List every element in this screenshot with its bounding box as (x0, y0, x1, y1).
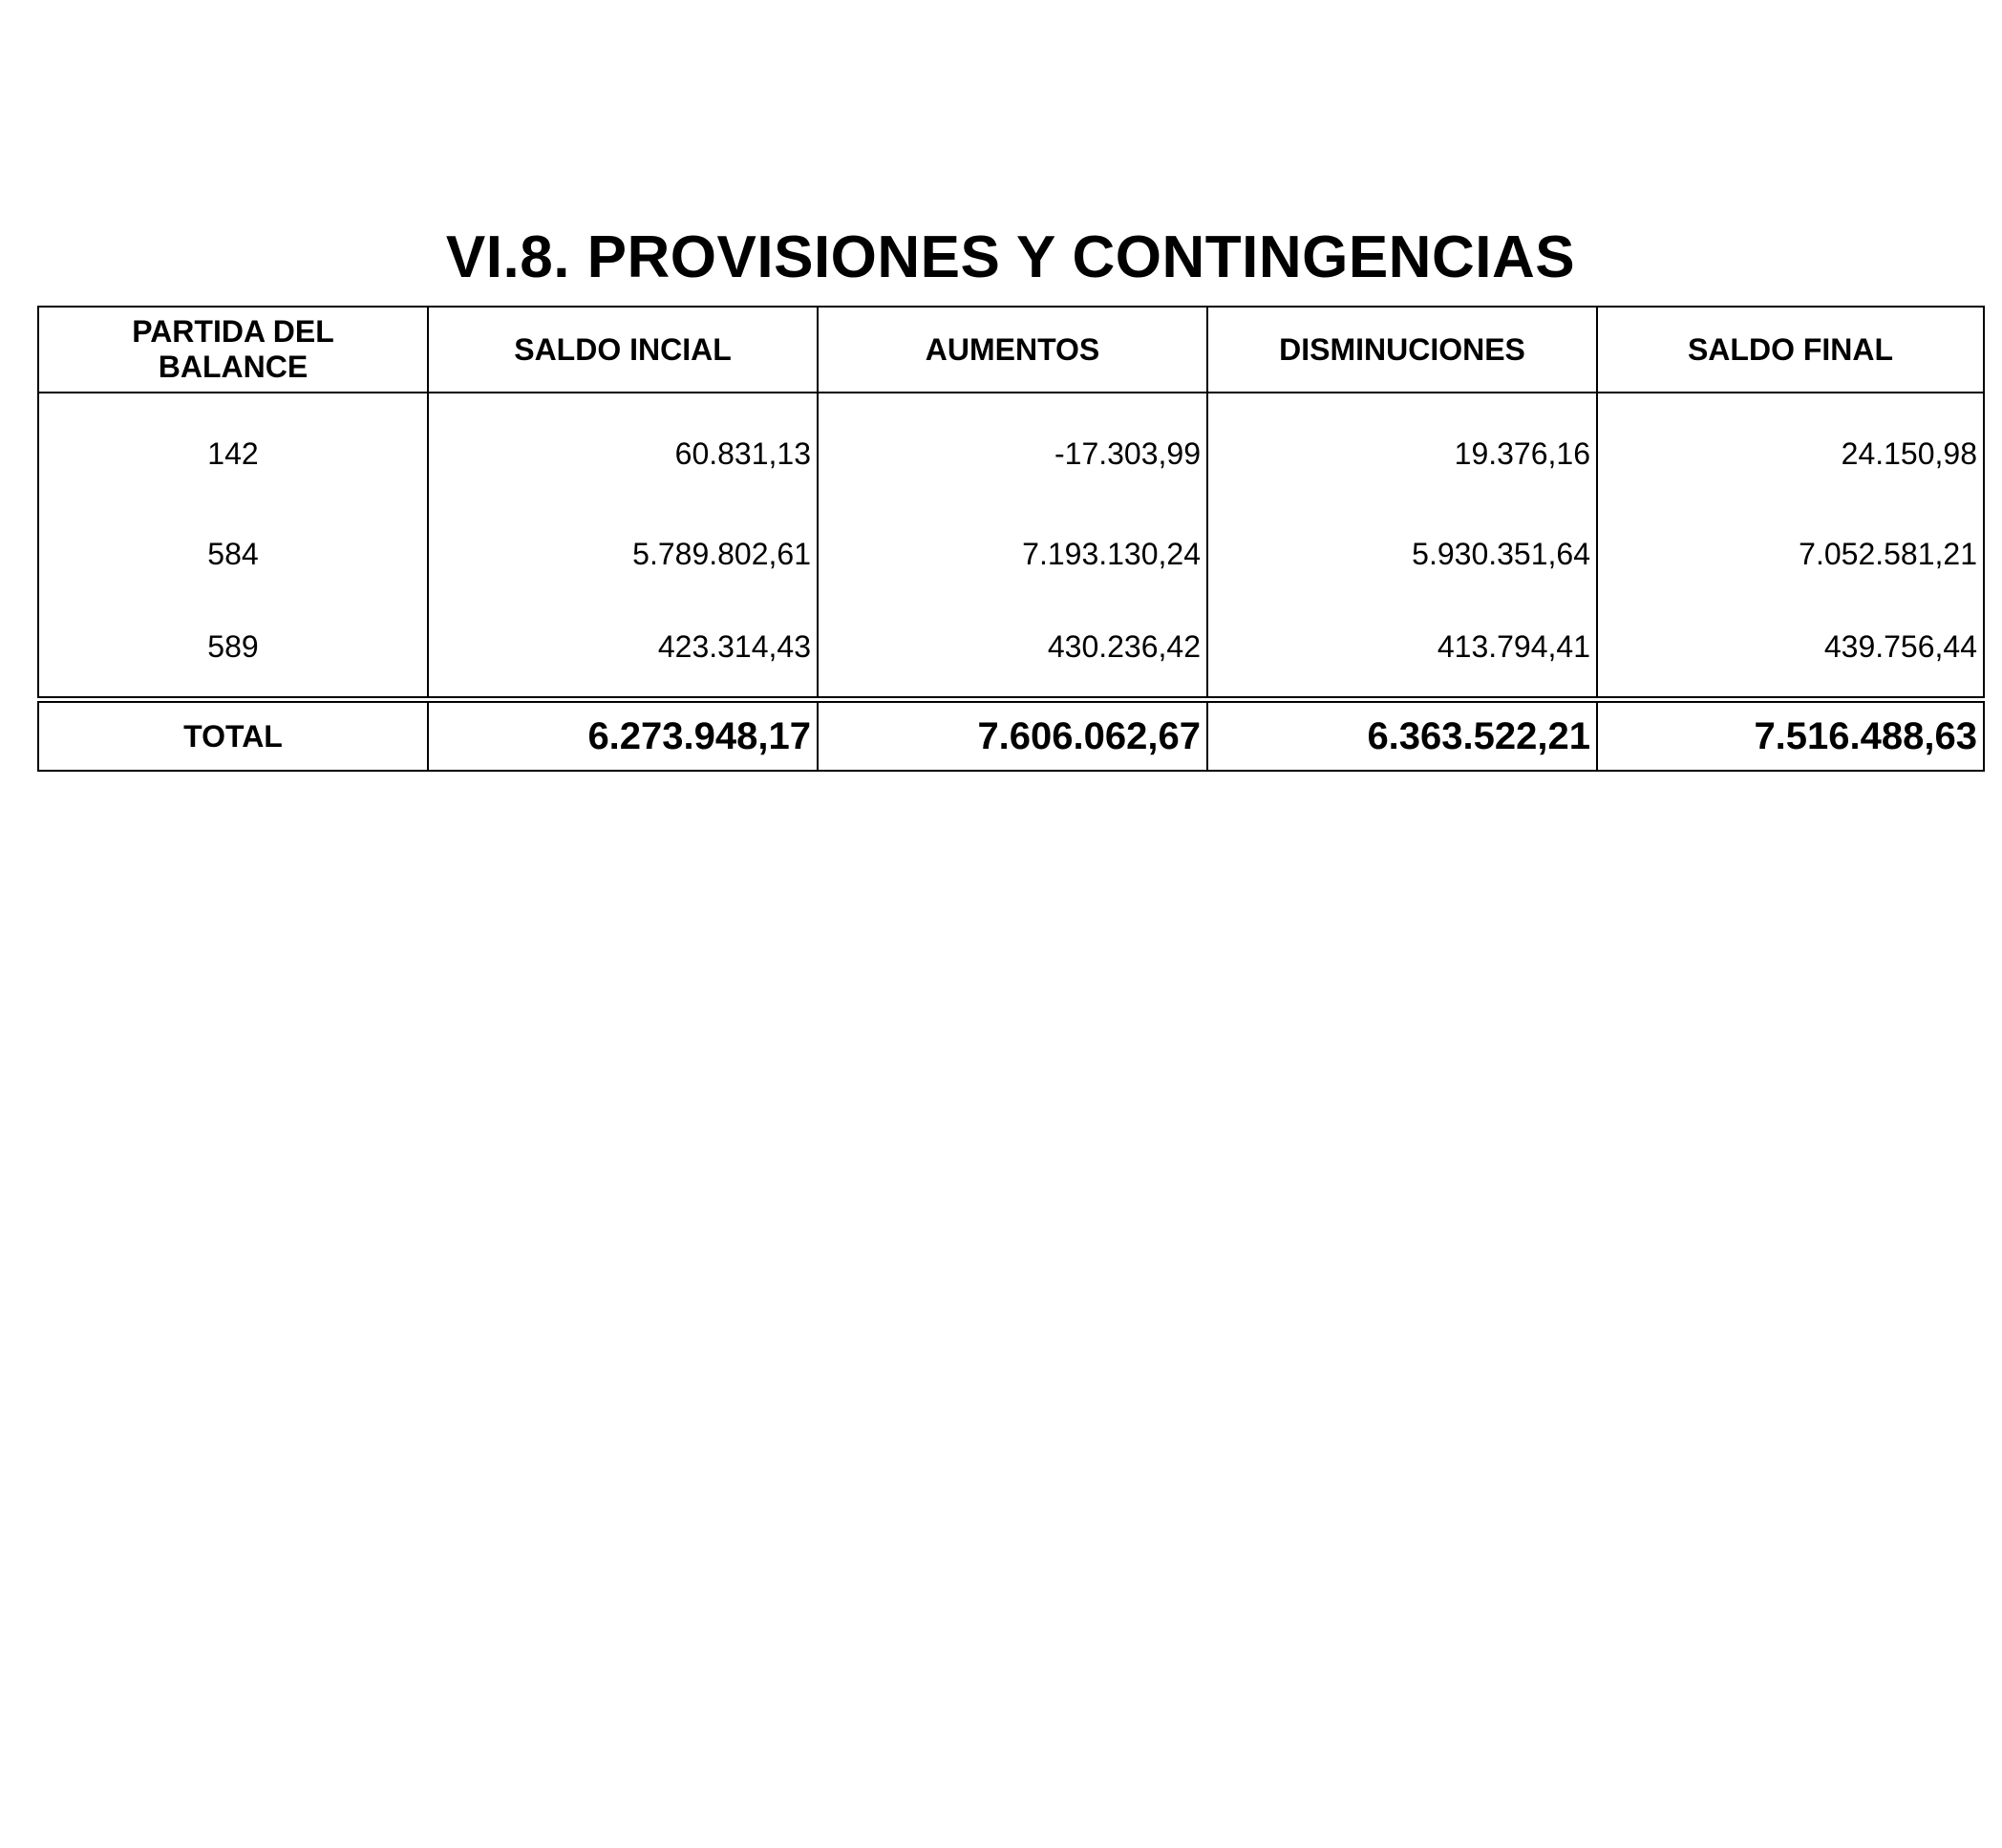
cell-disminuciones: 19.376,16 (1207, 393, 1597, 506)
header-label: PARTIDA DEL BALANCE (132, 314, 334, 384)
total-disminuciones: 6.363.522,21 (1207, 702, 1597, 771)
cell-aumentos: -17.303,99 (818, 393, 1207, 506)
cell-saldo-final: 24.150,98 (1597, 393, 1984, 506)
header-saldo-final: SALDO FINAL (1597, 307, 1984, 393)
table-row (38, 603, 1984, 697)
cell-aumentos: 7.193.130,24 (818, 506, 1207, 603)
total-saldo-final: 7.516.488,63 (1597, 702, 1984, 771)
cell-saldo-inicial: 423.314,43 (428, 603, 818, 697)
cell-partida: 142 (38, 393, 428, 506)
total-row (38, 702, 1984, 771)
cell-saldo-final: 7.052.581,21 (1597, 506, 1984, 603)
provisions-table (37, 306, 1985, 698)
cell-partida: 589 (38, 603, 428, 697)
page-title: VI.8. PROVISIONES Y CONTINGENCIAS (445, 224, 1576, 290)
cell-saldo-final: 439.756,44 (1597, 603, 1984, 697)
table-row (38, 506, 1984, 603)
header-saldo-inicial: SALDO INCIAL (428, 307, 818, 393)
header-partida (38, 307, 428, 393)
total-table (37, 701, 1985, 772)
total-saldo-inicial: 6.273.948,17 (428, 702, 818, 771)
cell-disminuciones: 5.930.351,64 (1207, 506, 1597, 603)
cell-aumentos: 430.236,42 (818, 603, 1207, 697)
table-row (38, 393, 1984, 506)
table-header-row (38, 307, 1984, 393)
cell-disminuciones: 413.794,41 (1207, 603, 1597, 697)
header-aumentos: AUMENTOS (818, 307, 1207, 393)
total-aumentos: 7.606.062,67 (818, 702, 1207, 771)
cell-saldo-inicial: 5.789.802,61 (428, 506, 818, 603)
cell-saldo-inicial: 60.831,13 (428, 393, 818, 506)
cell-partida: 584 (38, 506, 428, 603)
total-label: TOTAL (38, 702, 428, 771)
header-disminuciones: DISMINUCIONES (1207, 307, 1597, 393)
